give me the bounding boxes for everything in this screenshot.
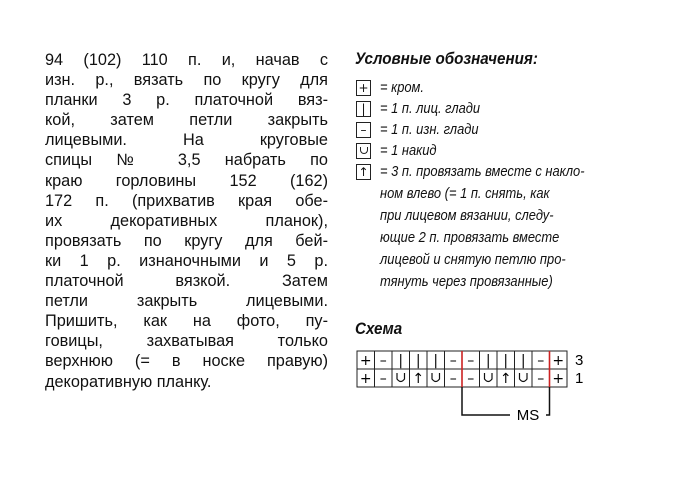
legend-symbol-icon: | — [356, 101, 371, 117]
legend-text: = 3 п. провязать вместе с накло- — [380, 163, 585, 180]
chart-cell-symbol: – — [379, 353, 387, 369]
chart-cell-symbol: | — [485, 353, 491, 369]
instruction-line: верхнюю (= в носке правую) — [45, 352, 328, 371]
legend-symbol-icon — [356, 143, 371, 159]
legend-text-continuation: тянуть через провязанные) — [380, 273, 553, 290]
chart-cell-symbol: | — [398, 353, 404, 369]
legend-text-continuation: при лицевом вязании, следу- — [380, 207, 554, 224]
chart-cell-symbol: + — [359, 371, 372, 387]
chart-cell-symbol: | — [433, 353, 439, 369]
instruction-line: 94 (102) 110 п. и, начав с — [45, 51, 328, 69]
legend-text-continuation: лицевой и снятую петлю про- — [380, 251, 566, 268]
instruction-line: говицы, захватывая только — [45, 332, 328, 351]
repeat-label: MS — [516, 407, 540, 424]
instruction-line: планки 3 р. платочной вяз- — [45, 91, 328, 110]
legend-title: Условные обозначения: — [355, 50, 538, 68]
instruction-line: краю горловины 152 (162) — [45, 171, 328, 190]
instruction-line: Пришить, как на фото, пу- — [45, 312, 328, 331]
instruction-line: 172 п. (прихватив края обе- — [45, 191, 328, 210]
instruction-line: их декоративных планок), — [45, 211, 328, 230]
chart-cell-symbol: ↑ — [412, 371, 425, 387]
chart-cell — [392, 369, 410, 387]
row-number: 3 — [575, 352, 584, 369]
chart-cell-symbol: + — [552, 371, 565, 387]
legend-text-continuation: ном влево (= 1 п. снять, как — [380, 185, 550, 202]
legend-item — [356, 162, 676, 183]
chart-cell-symbol: – — [449, 371, 457, 387]
chart-cell — [480, 369, 498, 387]
legend — [356, 78, 676, 293]
scheme-title: Схема — [355, 320, 403, 338]
instruction-line: платочной вязкой. Затем — [45, 272, 328, 291]
chart-cell-symbol: – — [449, 353, 457, 369]
instruction-line: кой, затем петли закрыть — [45, 111, 328, 130]
instruction-line: декоративную планку. — [45, 372, 212, 391]
chart-cell-symbol: + — [552, 353, 565, 369]
instruction-line: ки 1 р. изнаночными и 5 р. — [45, 251, 328, 270]
chart-cell — [427, 369, 445, 387]
legend-symbol-icon: ↑ — [356, 164, 371, 180]
legend-text: = кром. — [380, 79, 424, 96]
legend-text: = 1 накид — [380, 142, 437, 159]
row-number: 1 — [575, 370, 584, 387]
legend-item — [356, 120, 676, 141]
instruction-line: провязать по кругу для бей- — [45, 231, 328, 250]
instruction-line: спицы № 3,5 набрать по — [45, 151, 328, 170]
chart-cell-symbol: + — [359, 353, 372, 369]
chart-cell-symbol: – — [379, 371, 387, 387]
knitting-chart — [355, 349, 645, 424]
chart-cell — [515, 369, 533, 387]
chart-cell-symbol: – — [467, 353, 475, 369]
pattern-instructions — [45, 50, 328, 392]
legend-item — [356, 141, 676, 162]
legend-item — [356, 99, 676, 120]
chart-cell-symbol: ↑ — [499, 371, 512, 387]
legend-symbol-icon: – — [356, 122, 371, 138]
chart-cell-symbol: – — [537, 371, 545, 387]
legend-text: = 1 п. лиц. глади — [380, 100, 481, 117]
legend-item — [356, 78, 676, 99]
chart-cell-symbol: – — [467, 371, 475, 387]
chart-cell-symbol: – — [537, 353, 545, 369]
legend-text-continuation: ющие 2 п. провязать вместе — [380, 229, 560, 246]
instruction-line: изн. р., вязать по кругу для — [45, 71, 328, 90]
legend-text: = 1 п. изн. глади — [380, 121, 479, 138]
yarn-over-icon — [360, 147, 368, 154]
chart-cell-symbol: | — [520, 353, 526, 369]
instruction-line: лицевыми. На круговые — [45, 131, 328, 150]
chart-cell-symbol: | — [415, 353, 421, 369]
chart-cell-symbol: | — [503, 353, 509, 369]
instruction-line: петли закрыть лицевыми. — [45, 292, 328, 311]
legend-symbol-icon: + — [356, 80, 371, 96]
